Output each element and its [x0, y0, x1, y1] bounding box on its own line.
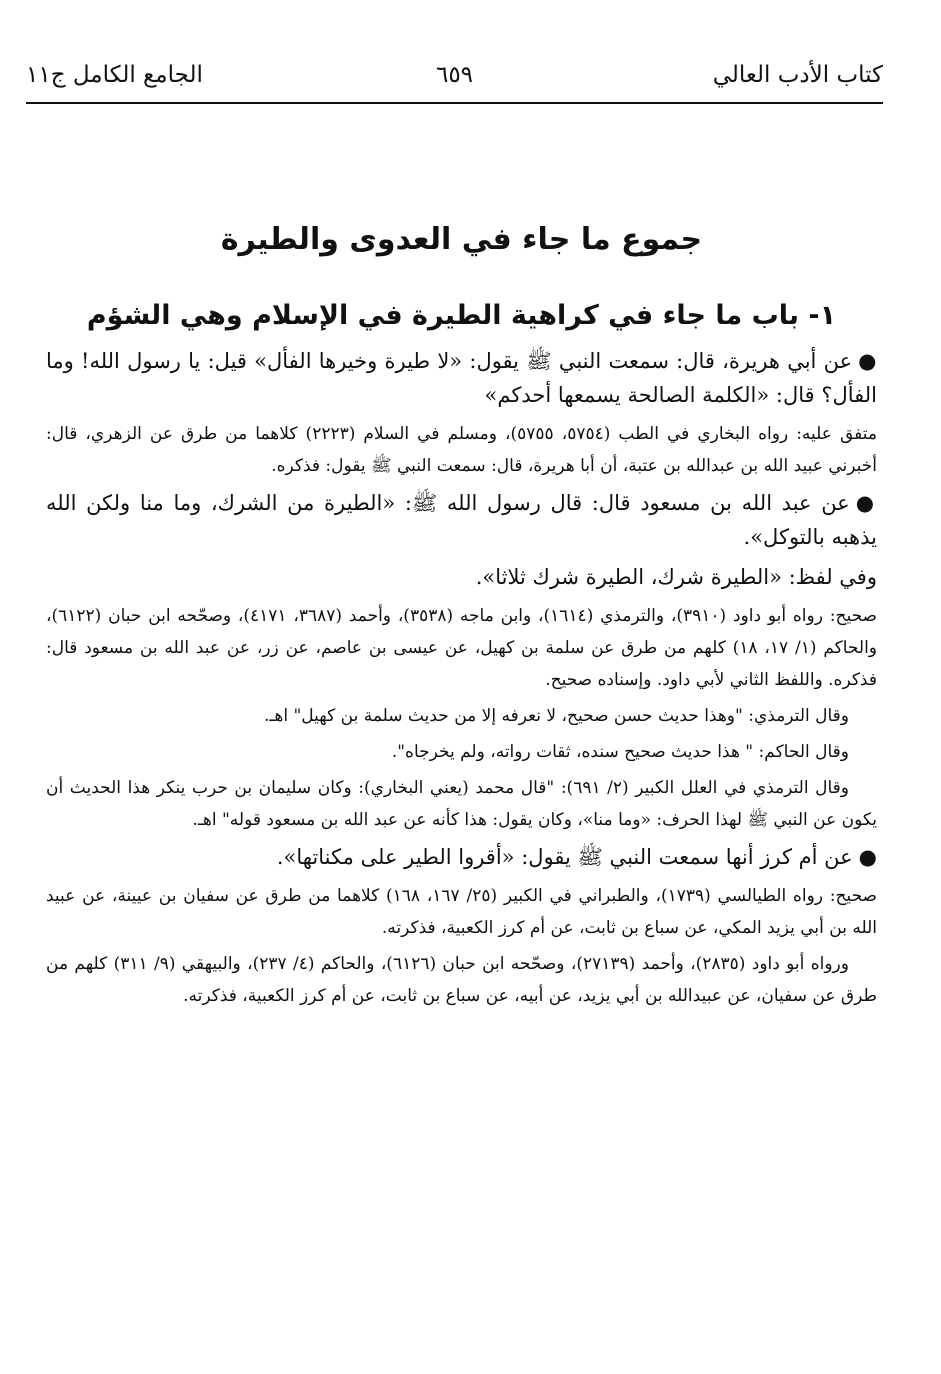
bullet-icon: ● — [855, 491, 877, 515]
hadith-1 — [46, 344, 877, 412]
bullet-icon: ● — [858, 845, 877, 869]
chapter-title: ١- باب ما جاء في كراهية الطيرة في الإسلام وهي الشؤم — [86, 300, 837, 331]
page-content — [46, 210, 877, 1016]
hadith-text: عن عبد الله بن مسعود قال: قال رسول الله ﷺ: «الطيرة من الشرك، وما منا ولكن الله يذهبه بالتوكل». — [46, 491, 877, 549]
hadith-variant: وفي لفظ: «الطيرة شرك، الطيرة شرك ثلاثا». — [475, 565, 877, 589]
takhrij-note: صحيح: رواه الطيالسي (١٧٣٩)، والطبراني في الكبير (٢٥/ ١٦٧، ١٦٨) كلاهما من طرق عن سفيان بن عيينة، عن عبيد الله بن أبي يزيد المكي، عن سباع بن ثابت، عن أم كرز الكعبية، فذكرته. — [46, 886, 877, 938]
hadith-3 — [46, 840, 877, 874]
hadith-text: عن أم كرز أنها سمعت النبي ﷺ يقول: «أقروا الطير على مكناتها». — [276, 845, 853, 869]
header-book-title: كتاب الأدب العالي — [712, 62, 883, 88]
commentary-note: وقال الحاكم: " هذا حديث صحيح سنده، ثقات رواته، ولم يخرجاه". — [391, 742, 849, 762]
main-title: جموع ما جاء في العدوى والطيرة — [220, 222, 703, 257]
takhrij-note: متفق عليه: رواه البخاري في الطب (٥٧٥٤، ٥٧٥٥)، ومسلم في السلام (٢٢٢٣) كلاهما من طرق عن الزهري، قال: أخبرني عبيد الله بن عبدالله بن عتبة، أن أبا هريرة، قال: سمعت النبي ﷺ يقول: فذكره. — [46, 424, 878, 476]
hadith-2 — [46, 486, 877, 554]
hadith-text: عن أبي هريرة، قال: سمعت النبي ﷺ يقول: «لا طيرة وخيرها الفأل» قيل: يا رسول الله! وما الفأل؟ قال: «الكلمة الصالحة يسمعها أحدكم» — [46, 349, 877, 407]
bullet-icon: ● — [858, 349, 877, 373]
commentary-note: ورواه أبو داود (٢٨٣٥)، وأحمد (٢٧١٣٩)، وصحّحه ابن حبان (٦١٢٦)، والحاكم (٤/ ٢٣٧)، والبيهقي (٩/ ٣١١) كلهم من طرق عن سفيان، عن عبيدالله بن أبي يزيد، عن أبيه، عن سباع بن ثابت، عن أم كرز الكعبية، فذكرته. — [46, 954, 877, 1006]
commentary-note: وقال الترمذي: "وهذا حديث حسن صحيح، لا نعرفه إلا من حديث سلمة بن كهيل" اهـ. — [264, 706, 849, 726]
header-divider — [26, 102, 883, 104]
header-collection: الجامع الكامل ج١١ — [26, 62, 203, 88]
commentary-note: وقال الترمذي في العلل الكبير (٢/ ٦٩١): "قال محمد (يعني البخاري): وكان سليمان بن حرب ينكر هذا الحديث أن يكون عن النبي ﷺ لهذا الحرف: «وما منا»، وكان يقول: هذا كأنه عن عبد الله بن مسعود قوله" اهـ. — [46, 778, 877, 830]
header-page-number: ٦٥٩ — [435, 62, 474, 88]
page-header — [26, 56, 883, 100]
takhrij-note: صحيح: رواه أبو داود (٣٩١٠)، والترمذي (١٦١٤)، وابن ماجه (٣٥٣٨)، وأحمد (٣٦٨٧، ٤١٧١)، وصحّحه ابن حبان (٦١٢٢)، والحاكم (١/ ١٧، ١٨) كلهم من طرق عن سلمة بن كهيل، عن عيسى بن عاصم، عن زر، عن عبد الله بن مسعود قال: فذكره. واللفظ الثاني لأبي داود. وإسناده صحيح. — [46, 606, 878, 690]
